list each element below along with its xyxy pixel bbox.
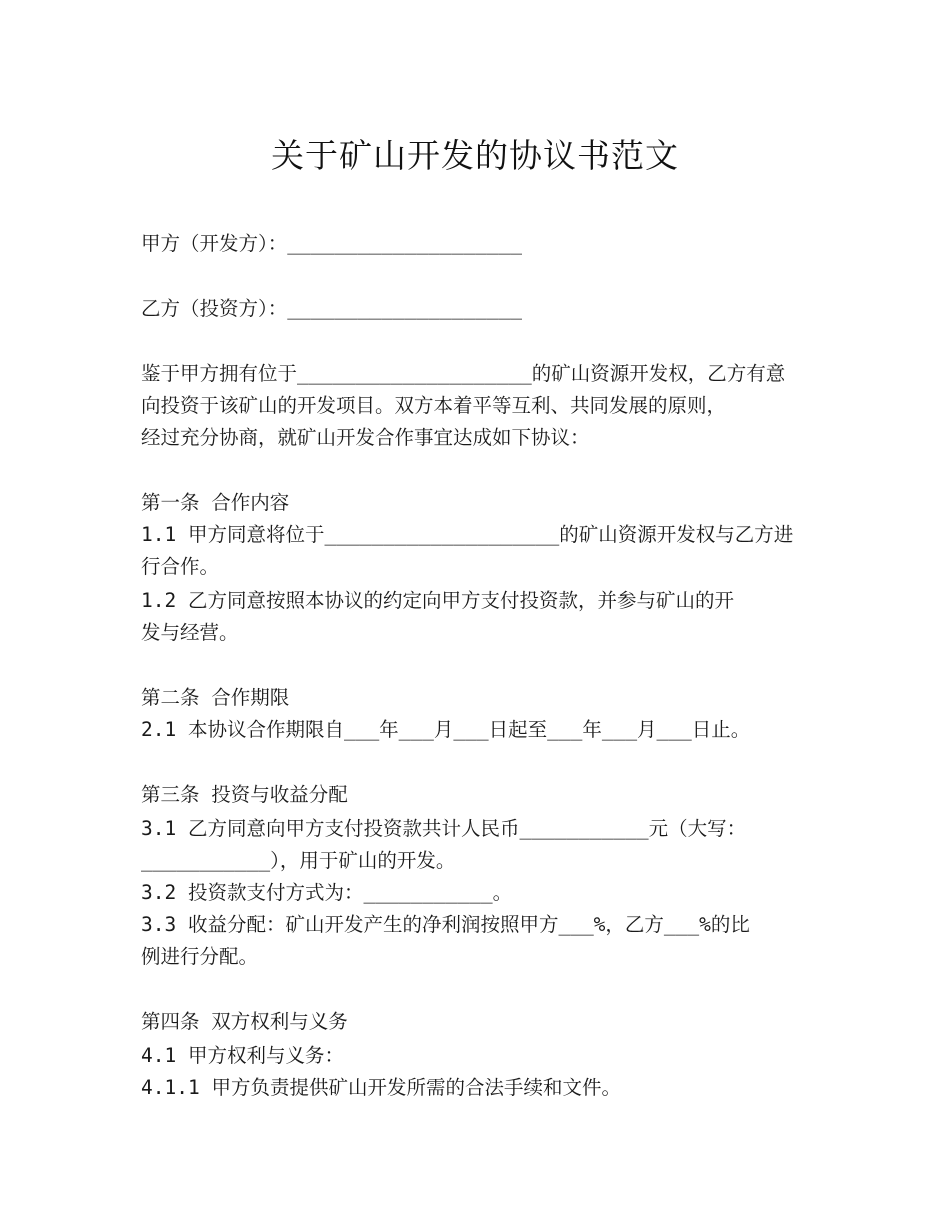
clause-3-3-line-2: 例进行分配。: [141, 945, 259, 968]
clause-4-1: 4.1 甲方权利与义务：: [141, 1044, 344, 1067]
article-1-heading: 第一条 合作内容: [141, 491, 290, 514]
party-a-line: 甲方（开发方）：____________________: [141, 232, 523, 255]
party-b-line: 乙方（投资方）：____________________: [141, 297, 523, 320]
clause-4-1-1: 4.1.1 甲方负责提供矿山开发所需的合法手续和文件。: [141, 1076, 621, 1099]
article-4-heading: 第四条 双方权利与义务: [141, 1010, 348, 1033]
clause-1-1-line-2: 行合作。: [141, 555, 220, 578]
document-title: 关于矿山开发的协议书范文: [271, 136, 679, 175]
preamble-line-3: 经过充分协商，就矿山开发合作事宜达成如下协议：: [141, 426, 590, 449]
clause-2-1: 2.1 本协议合作期限自___年___月___日起至___年___月___日止。: [141, 718, 751, 741]
clause-1-2-line-1: 1.2 乙方同意按照本协议的约定向甲方支付投资款，并参与矿山的开: [141, 589, 734, 612]
clause-3-2: 3.2 投资款支付方式为：___________。: [141, 881, 513, 904]
clause-3-1-line-1: 3.1 乙方同意向甲方支付投资款共计人民币___________元（大写：: [141, 817, 747, 840]
preamble-line-1: 鉴于甲方拥有位于____________________的矿山资源开发权，乙方有意: [141, 362, 786, 385]
clause-1-2-line-2: 发与经营。: [141, 621, 239, 644]
clause-3-3-line-1: 3.3 收益分配：矿山开发产生的净利润按照甲方___%，乙方___%的比: [141, 913, 750, 936]
clause-1-1-line-1: 1.1 甲方同意将位于____________________的矿山资源开发权与乙方进: [141, 523, 794, 546]
clause-3-1-line-2: ___________），用于矿山的开发。: [141, 849, 456, 872]
preamble-line-2: 向投资于该矿山的开发项目。双方本着平等互利、共同发展的原则，: [141, 394, 727, 417]
article-2-heading: 第二条 合作期限: [141, 686, 290, 709]
article-3-heading: 第三条 投资与收益分配: [141, 783, 348, 806]
